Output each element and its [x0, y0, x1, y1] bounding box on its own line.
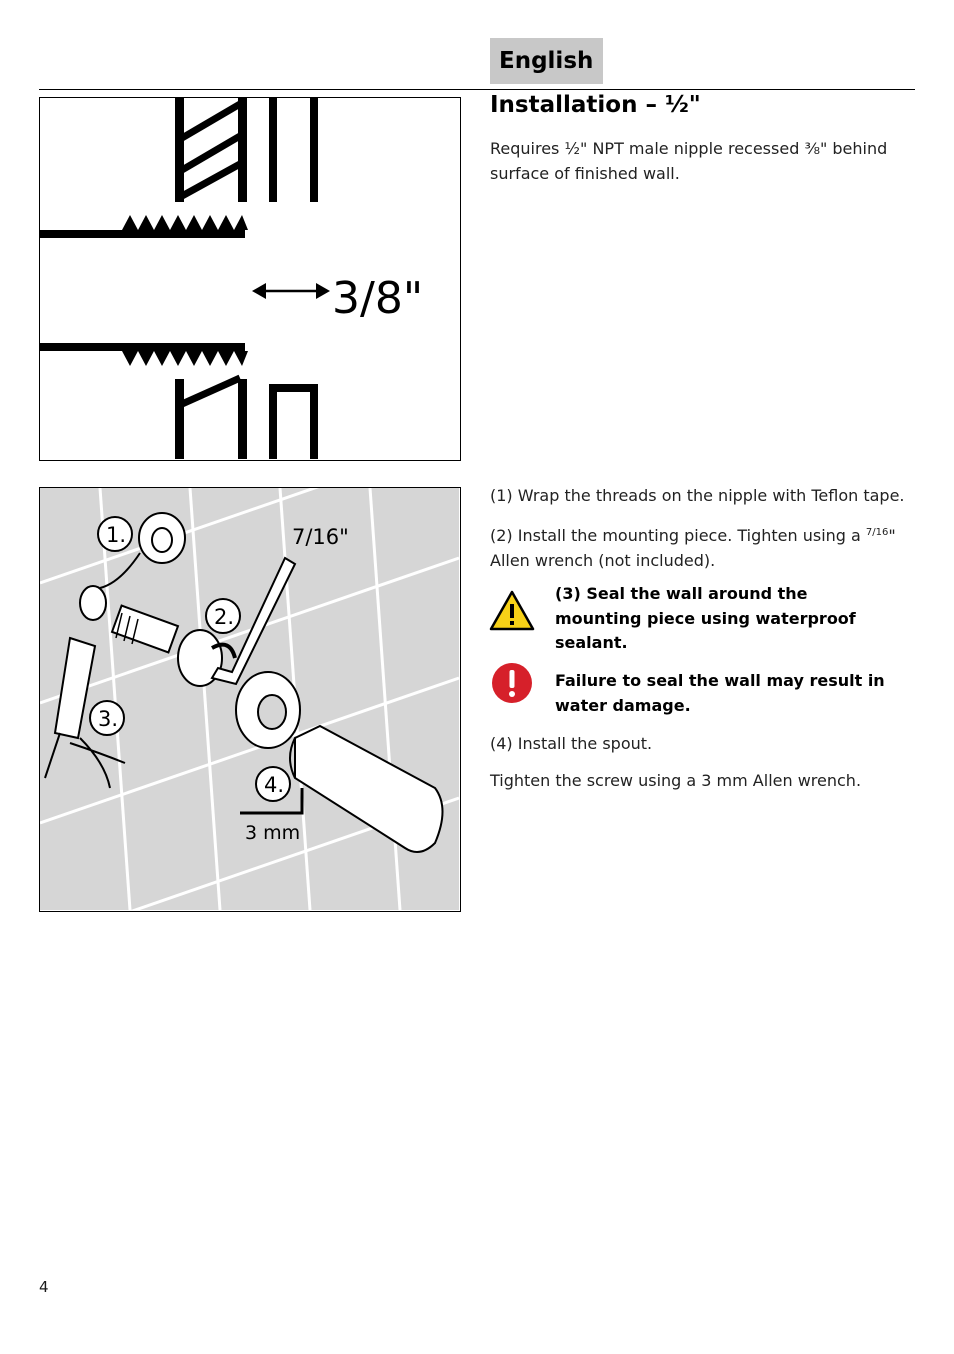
step-label-3: 3. — [97, 707, 119, 731]
step-2-text: (2) Install the mounting piece. Tighten using a $^{7/16}$" Allen wrench (not included). — [490, 526, 896, 570]
warning-text: (3) Seal the wall around the mounting piece using waterproof sealant. — [555, 584, 856, 652]
warning-triangle-icon — [489, 588, 535, 638]
dimension-label: 3/8" — [332, 273, 424, 324]
wrench-size-label: 7/16" — [292, 525, 349, 549]
header-rule — [39, 89, 915, 90]
step-label-2: 2. — [213, 605, 235, 629]
intro-text: Requires ½" NPT male nipple recessed ⅜" behind surface of finished wall. — [490, 139, 888, 183]
step-label-4: 4. — [263, 773, 285, 797]
caution-text: Failure to seal the wall may result in water damage. — [555, 671, 885, 715]
section-title: Installation – ½" — [490, 92, 701, 118]
allen-size-label: 3 mm — [245, 822, 301, 844]
step-1-text: (1) Wrap the threads on the nipple with Teflon tape. — [490, 486, 905, 505]
page-number: 4 — [39, 1278, 49, 1296]
language-tab: English — [490, 38, 603, 84]
recess-diagram — [39, 97, 461, 461]
installation-illustration — [39, 487, 461, 912]
step-4-text: (4) Install the spout. — [490, 734, 653, 753]
final-text: Tighten the screw using a 3 mm Allen wrench. — [490, 771, 862, 790]
step-label-1: 1. — [105, 523, 127, 547]
exclamation-circle-icon — [490, 661, 536, 711]
